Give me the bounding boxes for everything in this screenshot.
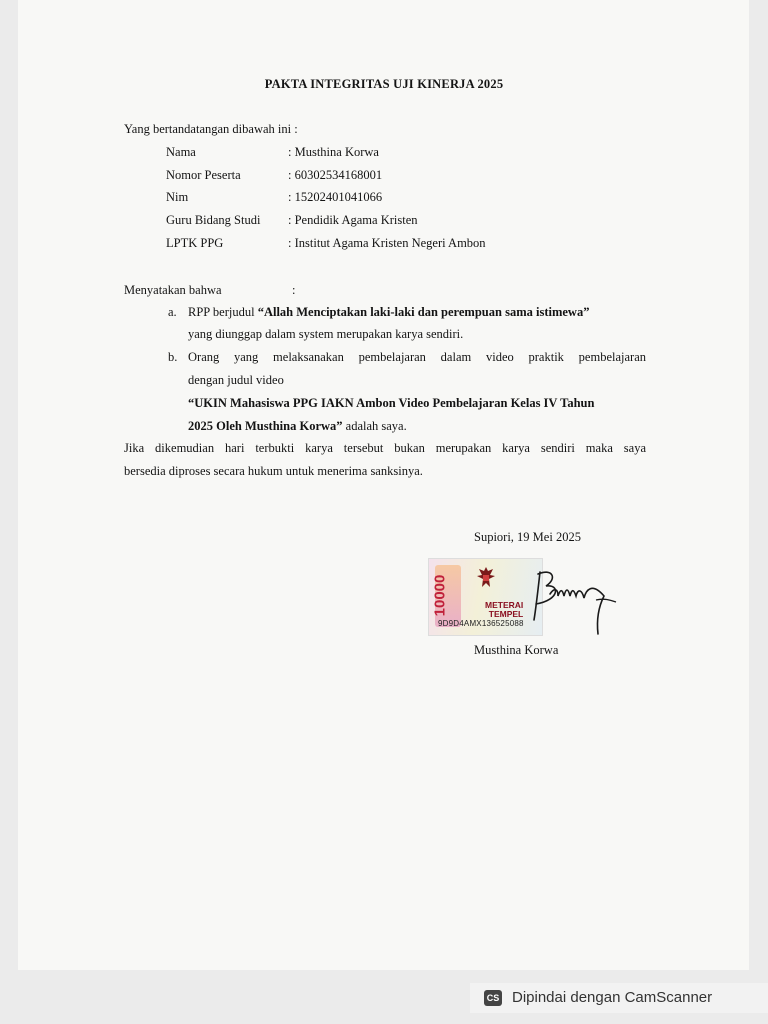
signer-name: Musthina Korwa xyxy=(474,643,559,657)
field-label-lptk-ppg: LPTK PPG xyxy=(166,236,224,250)
document-title: PAKTA INTEGRITAS UJI KINERJA 2025 xyxy=(264,77,504,91)
item-b-line4 xyxy=(188,419,407,434)
garuda-emblem-icon xyxy=(475,565,497,591)
stamp-label-meterai: METERAI xyxy=(485,600,524,610)
stamp-value-band xyxy=(431,565,461,627)
item-b-line1: Orang yang melaksanakan pembelajaran dalam video praktik pembelajaran xyxy=(188,350,646,364)
scanned-page xyxy=(18,0,749,970)
item-b-suffix: adalah saya. xyxy=(342,419,407,433)
field-value-nim: : 15202401041066 xyxy=(288,190,383,204)
field-label-nama: Nama xyxy=(166,145,196,159)
rpp-title: “Allah Menciptakan laki-laki dan perempuan sama istimewa” xyxy=(257,305,590,319)
item-a-line1 xyxy=(188,305,589,320)
stamp-serial: 9D9D4AMX136525088 xyxy=(438,619,524,628)
item-b-marker: b. xyxy=(168,350,178,364)
field-label-nomor-peserta: Nomor Peserta xyxy=(166,168,241,182)
video-title-line2: 2025 Oleh Musthina Korwa” xyxy=(188,419,343,433)
intro-line: Yang bertandatangan dibawah ini : xyxy=(124,122,298,136)
camscanner-text: Dipindai dengan CamScanner xyxy=(512,989,713,1006)
field-label-guru-bidang-studi: Guru Bidang Studi xyxy=(166,213,261,227)
stamp-label-tempel: TEMPEL xyxy=(488,609,524,619)
camscanner-watermark xyxy=(470,983,768,1013)
closing-line1: Jika dikemudian hari terbukti karya tersebut bukan merupakan karya sendiri maka saya xyxy=(124,441,646,455)
statement-colon: : xyxy=(292,283,296,297)
item-a-line2: yang diunggap dalam system merupakan karya sendiri. xyxy=(188,327,464,341)
item-a-marker: a. xyxy=(168,305,177,319)
signature xyxy=(500,560,620,640)
field-value-nomor-peserta: : 60302534168001 xyxy=(288,168,383,182)
field-value-guru-bidang-studi: : Pendidik Agama Kristen xyxy=(288,213,418,227)
field-value-nama: : Musthina Korwa xyxy=(288,145,379,159)
item-b-line2: dengan judul video xyxy=(188,373,284,387)
field-label-nim: Nim xyxy=(166,190,189,204)
camscanner-logo-icon: CS xyxy=(484,990,502,1006)
video-title-line1: “UKIN Mahasiswa PPG IAKN Ambon Video Pembelajaran Kelas IV Tahun xyxy=(188,396,595,410)
closing-line2: bersedia diproses secara hukum untuk menerima sanksinya. xyxy=(124,464,423,478)
field-value-lptk-ppg: : Institut Agama Kristen Negeri Ambon xyxy=(288,236,486,250)
place-date: Supiori, 19 Mei 2025 xyxy=(474,530,581,544)
statement-label: Menyatakan bahwa xyxy=(124,283,222,297)
item-a-prefix: RPP berjudul xyxy=(188,305,258,319)
stamp-value: 10000 xyxy=(431,574,449,617)
